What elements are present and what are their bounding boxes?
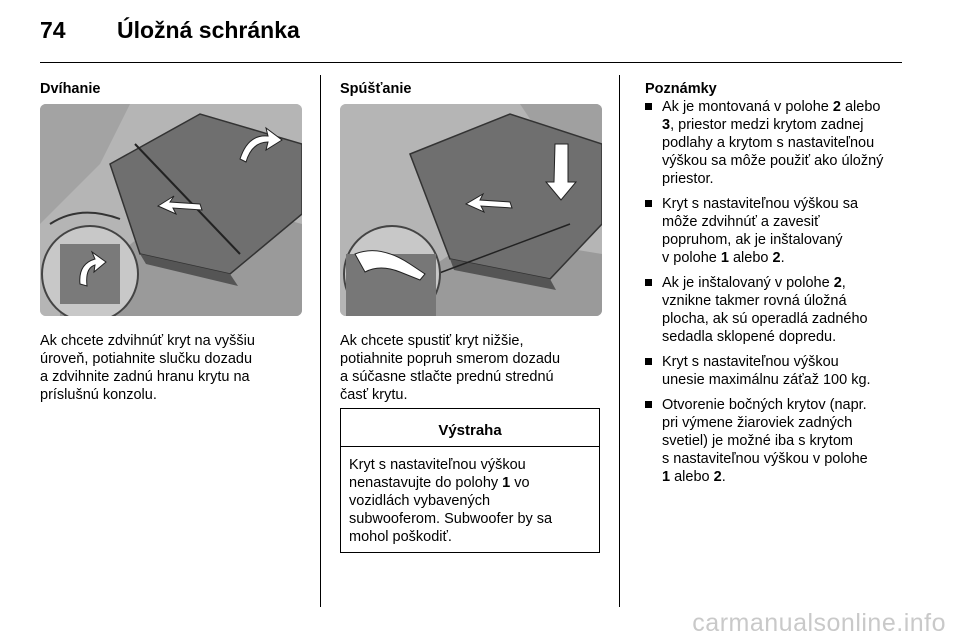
warning-line: mohol poškodiť. bbox=[349, 529, 452, 545]
list-item: Kryt s nastaviteľnou výškou sa môže zdvihnúť a zavesiť popruhom, ak je inštalovaný v polohe 1 alebo 2. bbox=[645, 195, 910, 267]
middle-column bbox=[340, 80, 411, 98]
section-heading-notes: Poznámky bbox=[645, 81, 717, 97]
bullet-icon bbox=[645, 401, 652, 408]
warning-line: nenastavujte do polohy 1 vo bbox=[349, 475, 530, 491]
bullet-icon bbox=[645, 358, 652, 365]
column-divider bbox=[320, 75, 321, 607]
page-number: 74 bbox=[40, 17, 66, 43]
lowering-cover-illustration bbox=[340, 104, 602, 316]
warning-line: subwooferom. Subwoofer by sa bbox=[349, 511, 553, 527]
list-item: Ak je inštalovaný v polohe 2, vznikne takmer rovná úložná plocha, ak sú operadlá zadného sedadla sklopené dopredu. bbox=[645, 274, 910, 346]
left-column bbox=[40, 80, 100, 98]
lifting-caption bbox=[40, 332, 255, 404]
lifting-cover-illustration bbox=[40, 104, 302, 316]
bullet-icon bbox=[645, 279, 652, 286]
section-heading-lifting: Dvíhanie bbox=[40, 81, 101, 97]
section-heading-lowering: Spúšťanie bbox=[340, 81, 412, 97]
notes-column bbox=[645, 80, 910, 493]
caption-line: Ak chcete zdvihnúť kryt na vyššiu bbox=[40, 333, 255, 349]
caption-line: a zdvihnite zadnú hranu krytu na bbox=[40, 369, 250, 385]
caption-line: potiahnite popruh smerom dozadu bbox=[340, 351, 561, 367]
header-rule bbox=[40, 62, 902, 63]
caption-line: a súčasne stlačte prednú strednú bbox=[340, 369, 554, 385]
page-title: Úložná schránka bbox=[117, 17, 300, 43]
caption-line: Ak chcete spustiť kryt nižšie, bbox=[340, 333, 524, 349]
notes-list bbox=[645, 98, 910, 486]
bullet-icon bbox=[645, 200, 652, 207]
warning-line: Kryt s nastaviteľnou výškou bbox=[349, 457, 526, 473]
list-item: Kryt s nastaviteľnou výškou unesie maximálnu záťaž 100 kg. bbox=[645, 353, 910, 389]
lowering-caption bbox=[340, 332, 560, 404]
caption-line: príslušnú konzolu. bbox=[40, 387, 157, 403]
warning-line: vozidlách vybavených bbox=[349, 493, 491, 509]
column-divider bbox=[619, 75, 620, 607]
warning-box bbox=[340, 408, 600, 553]
warning-text bbox=[341, 447, 599, 546]
list-item: Ak je montovaná v polohe 2 alebo 3, priestor medzi krytom zadnej podlahy a krytom s nastaviteľnou výškou sa môže použiť ako úložný priestor. bbox=[645, 98, 910, 188]
caption-line: časť krytu. bbox=[340, 387, 408, 403]
caption-line: úroveň, potiahnite slučku dozadu bbox=[40, 351, 253, 367]
bullet-icon bbox=[645, 103, 652, 110]
list-item: Otvorenie bočných krytov (napr. pri výmene žiaroviek zadných svetiel) je možné iba s krytom s nastaviteľnou výškou v polohe 1 alebo 2. bbox=[645, 396, 910, 486]
watermark: carmanualsonline.info bbox=[692, 609, 946, 637]
warning-title: Výstraha bbox=[341, 409, 599, 447]
